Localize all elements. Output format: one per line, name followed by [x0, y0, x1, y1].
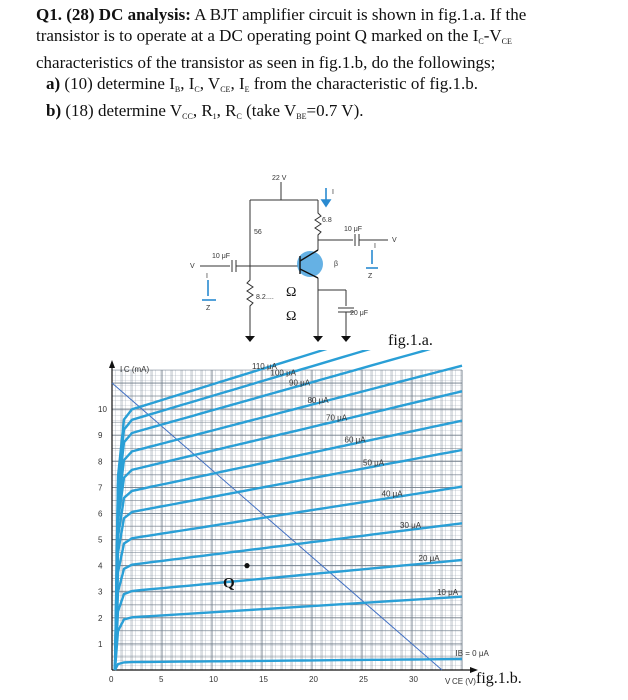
r1-label: 56: [254, 229, 262, 236]
supply-label: 22 V: [272, 175, 287, 182]
part-a-t5: from the characteristic of fig.1.b.: [249, 74, 478, 93]
part-b-label: b): [46, 101, 62, 120]
y-tick-label: 4: [98, 561, 103, 571]
part-a-t1: (10) determine I: [60, 74, 175, 93]
ohm-symbol-2: Ω: [286, 309, 297, 324]
part-a-s4: E: [244, 85, 250, 94]
cout-label: 10 μF: [344, 226, 363, 233]
y-tick-label: 10: [98, 405, 107, 415]
part-b-t4: (take V: [241, 101, 297, 120]
r2-resistor: [247, 266, 253, 336]
cin-label: 10 μF: [212, 253, 231, 260]
vi-label: V: [190, 263, 195, 270]
x-tick-label: 20: [309, 675, 318, 684]
question-line-3: [36, 52, 616, 73]
x-tick-label: 15: [259, 675, 268, 684]
part-b-t1: (18) determine V: [61, 101, 183, 120]
r2-label: 8.2: [256, 294, 266, 301]
question-line-1: [36, 4, 616, 25]
ground-ce: [341, 336, 351, 342]
rc-resistor: [315, 200, 321, 250]
question-title: Q1. (28) DC analysis:: [36, 5, 191, 24]
beta-label: β: [334, 261, 339, 268]
rc-label: 6.8: [322, 217, 332, 224]
part-b-s1: CC: [182, 112, 193, 121]
ib-curve-label: 40 μA: [381, 489, 403, 499]
q-point-marker: [244, 563, 249, 568]
r2-dots: ....: [266, 294, 274, 301]
chart-grid-minor: [112, 370, 462, 670]
part-b: [36, 100, 616, 127]
part-a-s3: CE: [220, 85, 231, 94]
y-tick-label: 2: [98, 613, 103, 623]
circuit-diagram: [188, 168, 428, 358]
part-a-s2: C: [194, 85, 200, 94]
x-tick-label: 25: [359, 675, 368, 684]
x-axis-label: V CE (V): [445, 677, 476, 686]
fig-1b-caption: fig.1.b.: [476, 670, 522, 687]
x-tick-label: 10: [209, 675, 218, 684]
ground-symbols: [245, 336, 351, 342]
ic-label: I: [332, 189, 334, 196]
vo-label: V: [392, 237, 397, 244]
sub-c: C: [478, 37, 484, 46]
question-text-2: transistor is to operate at a DC operating point Q marked on the I: [36, 26, 479, 45]
question-text-3: characteristics of the transistor as seen in fig.1.b, do the followings;: [36, 53, 496, 72]
ib-curve-label: 30 μA: [400, 521, 422, 531]
part-a-s1: B: [174, 85, 181, 94]
y-axis-label: I C (mA): [120, 365, 150, 374]
part-b-t3: , R: [216, 101, 237, 120]
part-b-s4: BE: [296, 112, 307, 121]
y-tick-label: 7: [98, 483, 103, 493]
part-b-s2: 1: [212, 112, 217, 121]
y-tick-label: 3: [98, 587, 103, 597]
ib-curve-label: 20 μA: [418, 554, 440, 564]
part-a-label: a): [46, 74, 61, 93]
question-text-2b: -V: [483, 26, 502, 45]
ib-curve-label: IB = 0 μA: [455, 649, 489, 659]
sub-ce: CE: [501, 37, 512, 46]
zi-label: Z: [206, 305, 211, 312]
ib-curve-label: 100 μA: [270, 368, 297, 378]
part-b-t5: =0.7 V).: [306, 101, 364, 120]
question-text-1: A BJT amplifier circuit is shown in fig.1.a. If the: [190, 5, 527, 24]
question-line-2: [36, 25, 616, 52]
part-a-t2: , I: [180, 74, 195, 93]
part-a-t3: , V: [199, 74, 221, 93]
x-tick-label: 30: [409, 675, 418, 684]
ic-arrow-head: [322, 200, 330, 206]
y-tick-label: 9: [98, 431, 103, 441]
y-tick-label: 8: [98, 457, 103, 467]
ib-curve-label: 70 μA: [326, 413, 348, 423]
part-b-s3: C: [236, 112, 242, 121]
ib-curve-label: 110 μA: [252, 362, 277, 372]
ib-curve-label: 60 μA: [344, 435, 366, 445]
question-block: [36, 4, 616, 127]
ce-label: 20 μF: [350, 310, 369, 317]
ground-emitter: [313, 336, 323, 342]
part-a: [36, 73, 616, 100]
ib-curve-label: 80 μA: [307, 395, 329, 405]
y-tick-label: 5: [98, 535, 103, 545]
part-b-t2: , R: [192, 101, 213, 120]
ic-vce-chart: [0, 350, 628, 700]
x-tick-label: 0: [109, 675, 114, 684]
ii-label: I: [206, 273, 208, 280]
part-a-t4: , I: [230, 74, 245, 93]
ib-curve-label: 10 μA: [437, 588, 459, 598]
ground-r2: [245, 336, 255, 342]
x-tick-label: 5: [159, 675, 164, 684]
ib-curve-label: 50 μA: [363, 458, 385, 468]
ohm-symbol-1: Ω: [286, 285, 297, 300]
y-axis-arrow: [109, 360, 115, 368]
q-point-label: Q: [223, 575, 235, 592]
io-label: I: [374, 243, 376, 250]
zo-label: Z: [368, 273, 373, 280]
y-tick-label: 1: [98, 639, 103, 649]
y-tick-label: 6: [98, 509, 103, 519]
fig-1a-caption: fig.1.a.: [388, 332, 433, 349]
ib-curve-label: 90 μA: [289, 378, 311, 388]
